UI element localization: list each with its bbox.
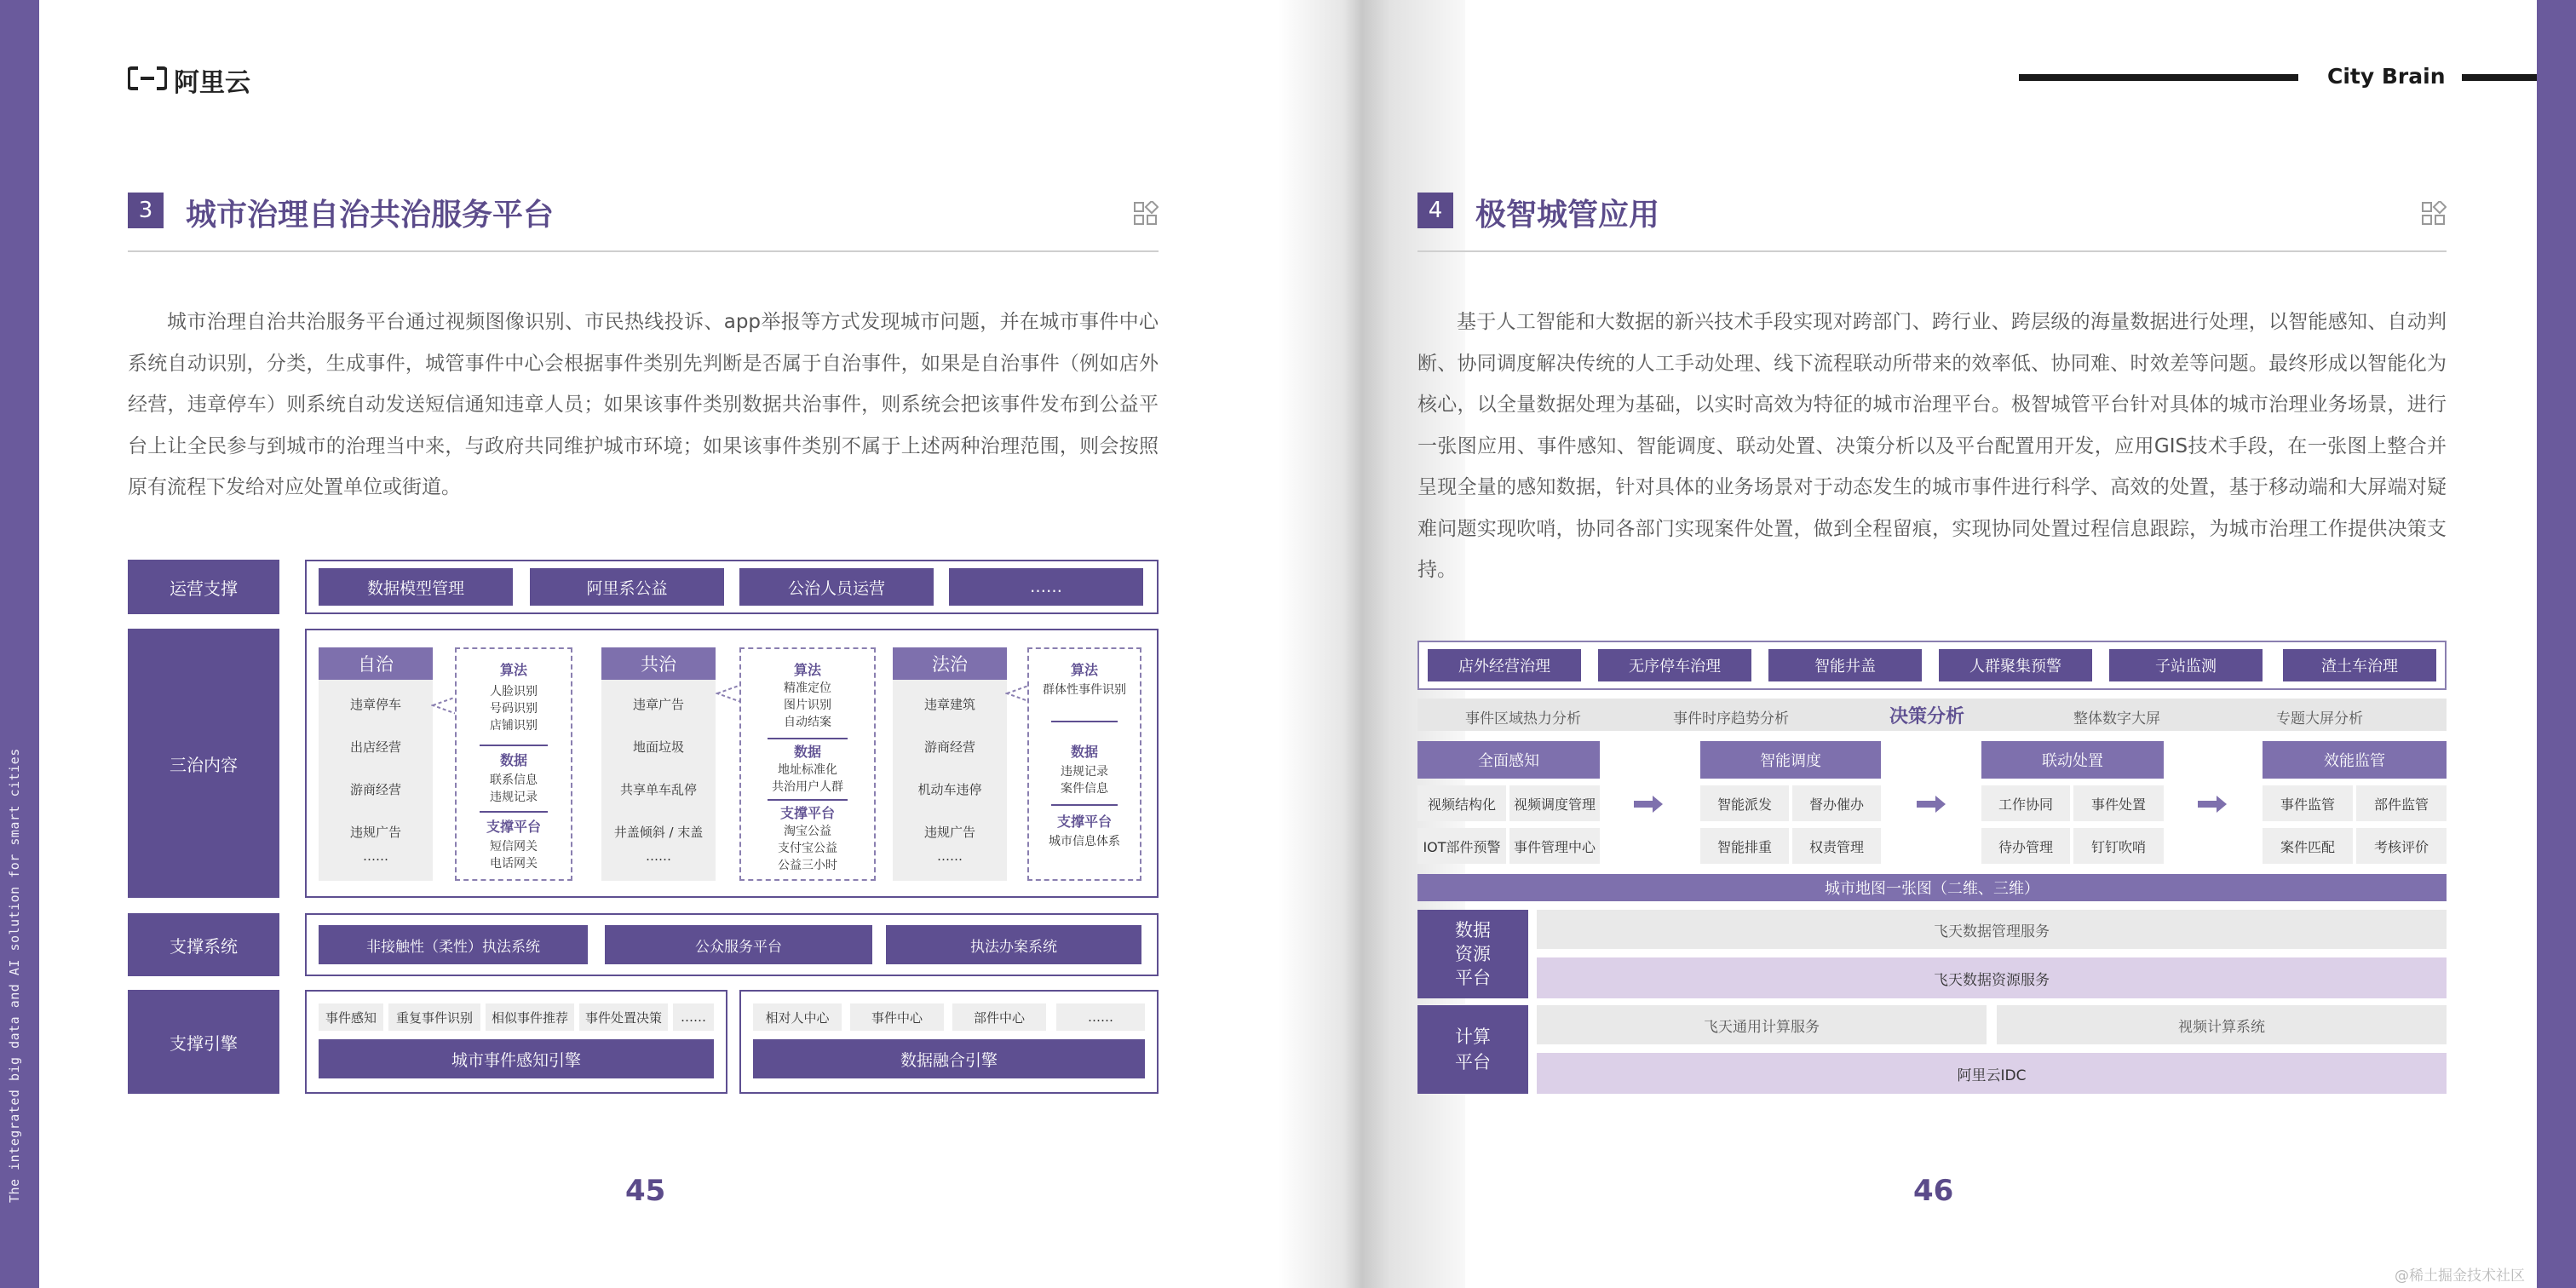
panel-support-title: 支撑平台 bbox=[1056, 814, 1112, 830]
flow-item: 督办催办 bbox=[1792, 785, 1881, 821]
panel-data-title: 数据 bbox=[1070, 744, 1098, 760]
governance-group-co bbox=[601, 647, 716, 881]
flow-item: 视频结构化 bbox=[1417, 785, 1506, 821]
group-item: 游商经营 bbox=[923, 739, 975, 755]
flow-item: 事件处置 bbox=[2073, 785, 2164, 821]
flow-arrow-icon bbox=[2198, 796, 2227, 813]
panel-algo bbox=[1029, 681, 1140, 699]
panel-separator bbox=[768, 738, 848, 739]
scenario-item: 店外经营治理 bbox=[1428, 649, 1581, 681]
group-item: 违章停车 bbox=[349, 697, 401, 712]
flow-item: 权责管理 bbox=[1792, 828, 1881, 864]
event-engine-bar: 城市事件感知引擎 bbox=[319, 1039, 714, 1078]
city-map-bar: 城市地图一张图（二维、三维） bbox=[1417, 874, 2447, 901]
panel-algo-item: 图片识别 bbox=[784, 699, 831, 712]
flow-arrow-icon bbox=[1917, 796, 1946, 813]
engine-item: 相似事件推荐 bbox=[486, 1003, 574, 1031]
panel-support-title: 支撑平台 bbox=[779, 805, 835, 821]
header-rule-right bbox=[2462, 74, 2537, 81]
panel-data bbox=[457, 772, 571, 806]
panel-support-item: 淘宝公益 bbox=[784, 825, 831, 838]
support-systems-label: 支撑系统 bbox=[128, 913, 279, 976]
flow-item: 智能排重 bbox=[1700, 828, 1789, 864]
group-item: 机动车违停 bbox=[917, 782, 982, 797]
panel-data-title: 数据 bbox=[793, 744, 821, 760]
panel-algo bbox=[741, 680, 874, 731]
panel-data-item: 共治用户人群 bbox=[772, 780, 843, 794]
panel-support-item: 城市信息体系 bbox=[1049, 835, 1120, 848]
alibaba-cloud-logo-icon bbox=[128, 66, 167, 90]
group-item: 井盖倾斜 / 末盖 bbox=[613, 825, 704, 840]
support-engine-label: 支撑引擎 bbox=[128, 990, 279, 1094]
body-text-left bbox=[128, 302, 1159, 509]
scenario-item: 智能井盖 bbox=[1768, 649, 1922, 681]
flow-item: 事件管理中心 bbox=[1509, 828, 1600, 864]
support-system-item: 非接触性（柔性）执法系统 bbox=[319, 925, 588, 964]
flow-item: 工作协同 bbox=[1981, 785, 2070, 821]
panel-data bbox=[1029, 763, 1140, 797]
flow-item: IOT部件预警 bbox=[1417, 828, 1506, 864]
panel-data-item: 违规记录 bbox=[1061, 765, 1108, 779]
engine-item: 事件中心 bbox=[850, 1003, 944, 1031]
compute-platform-row: 阿里云IDC bbox=[1537, 1053, 2447, 1094]
flow-head: 全面感知 bbox=[1417, 741, 1600, 779]
panel-algo-item: 店铺识别 bbox=[490, 719, 538, 733]
logo-text: 阿里云 bbox=[174, 68, 250, 98]
support-system-item: 公众服务平台 bbox=[605, 925, 872, 964]
ops-item: 阿里系公益 bbox=[530, 568, 724, 606]
governance-group-law bbox=[893, 647, 1007, 881]
engine-item: 事件感知 bbox=[319, 1003, 383, 1031]
flow-arrow-icon bbox=[1634, 796, 1663, 813]
label-line: 资源 bbox=[1455, 944, 1491, 964]
group-item: 违规广告 bbox=[923, 825, 975, 840]
group-head: 法治 bbox=[893, 647, 1007, 680]
label-line: 平台 bbox=[1455, 968, 1491, 988]
body-paragraph-left: 城市治理自治共治服务平台通过视频图像识别、市民热线投诉、app举报等方式发现城市问题，并在城市事件中心系统自动识别，分类，生成事件，城管事件中心会根据事件类别先判断是否属于自治事件，如果是自治事件（例如店外经营，违章停车）则系统自动发送短信通知违章人员；如果该事件类别数据共治事件，则系统会把该事件发布到公益平台上让全民参与到城市的治理当中来，与政府共同维护城市环境；如果该事件类别不属于上述两种治理范围，则会按照原有流程下发给对应处置单位或街道。 bbox=[128, 311, 1159, 498]
data-fusion-engine-bar: 数据融合引擎 bbox=[753, 1039, 1145, 1078]
panel-data-item: 联系信息 bbox=[490, 773, 538, 787]
panel-algo-title: 算法 bbox=[499, 662, 527, 678]
data-platform-row: 飞天数据资源服务 bbox=[1537, 957, 2447, 998]
layout-grid-icon bbox=[1133, 201, 1159, 227]
header-title: City Brain bbox=[2327, 64, 2446, 89]
panel-algo-item: 精准定位 bbox=[784, 681, 831, 695]
callout-pointer-icon bbox=[716, 683, 741, 704]
panel-support-item: 短信网关 bbox=[490, 840, 538, 854]
layout-grid-icon bbox=[2421, 201, 2447, 227]
section-title-right: 极智城管应用 bbox=[1475, 198, 1660, 233]
watermark: @稀土掘金技术社区 bbox=[2395, 1268, 2525, 1285]
analysis-item: 事件区域热力分析 bbox=[1465, 710, 1581, 727]
ops-item: …… bbox=[949, 568, 1143, 606]
scenario-item: 无序停车治理 bbox=[1598, 649, 1751, 681]
label-line: 计算 bbox=[1455, 1026, 1491, 1047]
section-title-left: 城市治理自治共治服务平台 bbox=[186, 198, 555, 233]
compute-platform-row: 视频计算系统 bbox=[1997, 1005, 2447, 1044]
panel-co bbox=[739, 647, 876, 881]
flow-item: 案件匹配 bbox=[2263, 828, 2353, 864]
analysis-item: 专题大屏分析 bbox=[2276, 710, 2363, 727]
page-number-right: 46 bbox=[1913, 1174, 1954, 1208]
group-head: 共治 bbox=[601, 647, 716, 680]
panel-separator bbox=[768, 799, 848, 801]
group-item: …… bbox=[363, 848, 388, 864]
scenario-item: 子站监测 bbox=[2109, 649, 2263, 681]
group-item: 出店经营 bbox=[349, 739, 401, 755]
panel-support-item: 公益三小时 bbox=[778, 859, 837, 872]
ops-label: 运营支撑 bbox=[128, 560, 279, 614]
panel-algo-item: 号码识别 bbox=[490, 702, 538, 716]
flow-item: 事件监管 bbox=[2263, 785, 2353, 821]
panel-data-item: 地址标准化 bbox=[778, 763, 837, 777]
panel-algo bbox=[457, 683, 571, 734]
ops-item: 数据模型管理 bbox=[319, 568, 513, 606]
body-text-right bbox=[1417, 302, 2447, 591]
flow-head: 效能监管 bbox=[2263, 741, 2447, 779]
flow-item: 考核评价 bbox=[2356, 828, 2447, 864]
panel-separator bbox=[480, 811, 548, 813]
ops-item: 公治人员运营 bbox=[739, 568, 934, 606]
panel-algo-item: 自动结案 bbox=[784, 716, 831, 729]
panel-data bbox=[741, 762, 874, 796]
flow-item: 部件监管 bbox=[2356, 785, 2447, 821]
group-item: 违章建筑 bbox=[923, 697, 975, 712]
label-line: 平台 bbox=[1455, 1052, 1491, 1072]
flow-item: 钉钉吹哨 bbox=[2073, 828, 2164, 864]
engine-item: …… bbox=[673, 1003, 714, 1031]
flow-item: 待办管理 bbox=[1981, 828, 2070, 864]
callout-pointer-icon bbox=[431, 695, 457, 716]
panel-separator bbox=[1051, 721, 1118, 722]
panel-support bbox=[457, 838, 571, 872]
analysis-item: 整体数字大屏 bbox=[2073, 710, 2160, 727]
page-number-left: 45 bbox=[625, 1174, 666, 1208]
group-item: 违规广告 bbox=[349, 825, 401, 840]
engine-item: 事件处置决策 bbox=[579, 1003, 668, 1031]
label-line: 数据 bbox=[1455, 920, 1491, 940]
section-number-right: 4 bbox=[1417, 193, 1453, 228]
flow-head: 联动处置 bbox=[1981, 741, 2164, 779]
section-rule-left bbox=[128, 250, 1159, 252]
header-rule-left bbox=[2019, 74, 2298, 81]
panel-support-title: 支撑平台 bbox=[486, 819, 541, 835]
panel-support bbox=[741, 823, 874, 874]
panel-separator bbox=[1051, 804, 1118, 806]
group-item: 违章广告 bbox=[632, 697, 684, 712]
panel-separator bbox=[480, 745, 548, 746]
scenario-item: 渣土车治理 bbox=[2283, 649, 2436, 681]
flow-head: 智能调度 bbox=[1700, 741, 1881, 779]
panel-support bbox=[1029, 833, 1140, 850]
panel-support-item: 支付宝公益 bbox=[778, 842, 837, 855]
group-item: …… bbox=[646, 848, 671, 864]
engine-item: 重复事件识别 bbox=[388, 1003, 480, 1031]
engine-item: …… bbox=[1056, 1003, 1145, 1031]
flow-item: 视频调度管理 bbox=[1509, 785, 1600, 821]
data-platform-label bbox=[1417, 910, 1528, 998]
section-rule-right bbox=[1417, 250, 2447, 252]
panel-data-item: 案件信息 bbox=[1061, 782, 1108, 796]
vertical-tagline: The integrated big data and AI solution for smart cities bbox=[7, 748, 22, 1203]
engine-item: 部件中心 bbox=[952, 1003, 1046, 1031]
panel-algo-item: 人脸识别 bbox=[490, 685, 538, 699]
group-item: 共享单车乱停 bbox=[619, 782, 697, 797]
flow-item: 智能派发 bbox=[1700, 785, 1789, 821]
data-platform-row: 飞天数据管理服务 bbox=[1537, 910, 2447, 949]
compute-platform-row: 飞天通用计算服务 bbox=[1537, 1005, 1987, 1044]
right-spine bbox=[2537, 0, 2576, 1288]
group-item: …… bbox=[937, 848, 963, 864]
panel-algo-title: 算法 bbox=[1070, 662, 1098, 678]
panel-algo-item: 群体性事件识别 bbox=[1043, 683, 1126, 697]
group-head: 自治 bbox=[319, 647, 433, 680]
analysis-item: 事件时序趋势分析 bbox=[1673, 710, 1789, 727]
section-number-left: 3 bbox=[128, 193, 164, 228]
three-governance-label: 三治内容 bbox=[128, 629, 279, 898]
body-paragraph-right: 基于人工智能和大数据的新兴技术手段实现对跨部门、跨行业、跨层级的海量数据进行处理，以智能感知、自动判断、协同调度解决传统的人工手动处理、线下流程联动所带来的效率低、协同难、时效差等问题。最终形成以智能化为核心，以全量数据处理为基础，以实时高效为特征的城市治理平台。极智城管平台针对具体的城市治理业务场景，进行一张图应用、事件感知、智能调度、联动处置、决策分析以及平台配置用开发，应用GIS技术手段，在一张图上整合并呈现全量的感知数据，针对具体的业务场景对于动态发生的城市事件进行科学、高效的处置，基于移动端和大屏端对疑难问题实现吹哨，协同各部门实现案件处置，做到全程留痕，实现协同处置过程信息跟踪，为城市治理工作提供决策支持。 bbox=[1417, 311, 2447, 581]
compute-platform-label bbox=[1417, 1005, 1528, 1094]
engine-item: 相对人中心 bbox=[753, 1003, 842, 1031]
group-item: 地面垃圾 bbox=[632, 739, 684, 755]
panel-algo-title: 算法 bbox=[793, 662, 821, 678]
panel-data-item: 违规记录 bbox=[490, 791, 538, 804]
group-item: 游商经营 bbox=[349, 782, 401, 797]
scenario-item: 人群聚集预警 bbox=[1939, 649, 2092, 681]
panel-self bbox=[455, 647, 572, 881]
decision-analysis-title: 决策分析 bbox=[1889, 706, 1965, 727]
support-system-item: 执法办案系统 bbox=[886, 925, 1141, 964]
panel-data-title: 数据 bbox=[499, 752, 527, 768]
governance-group-self bbox=[319, 647, 433, 881]
panel-law bbox=[1027, 647, 1141, 881]
panel-support-item: 电话网关 bbox=[490, 857, 538, 871]
